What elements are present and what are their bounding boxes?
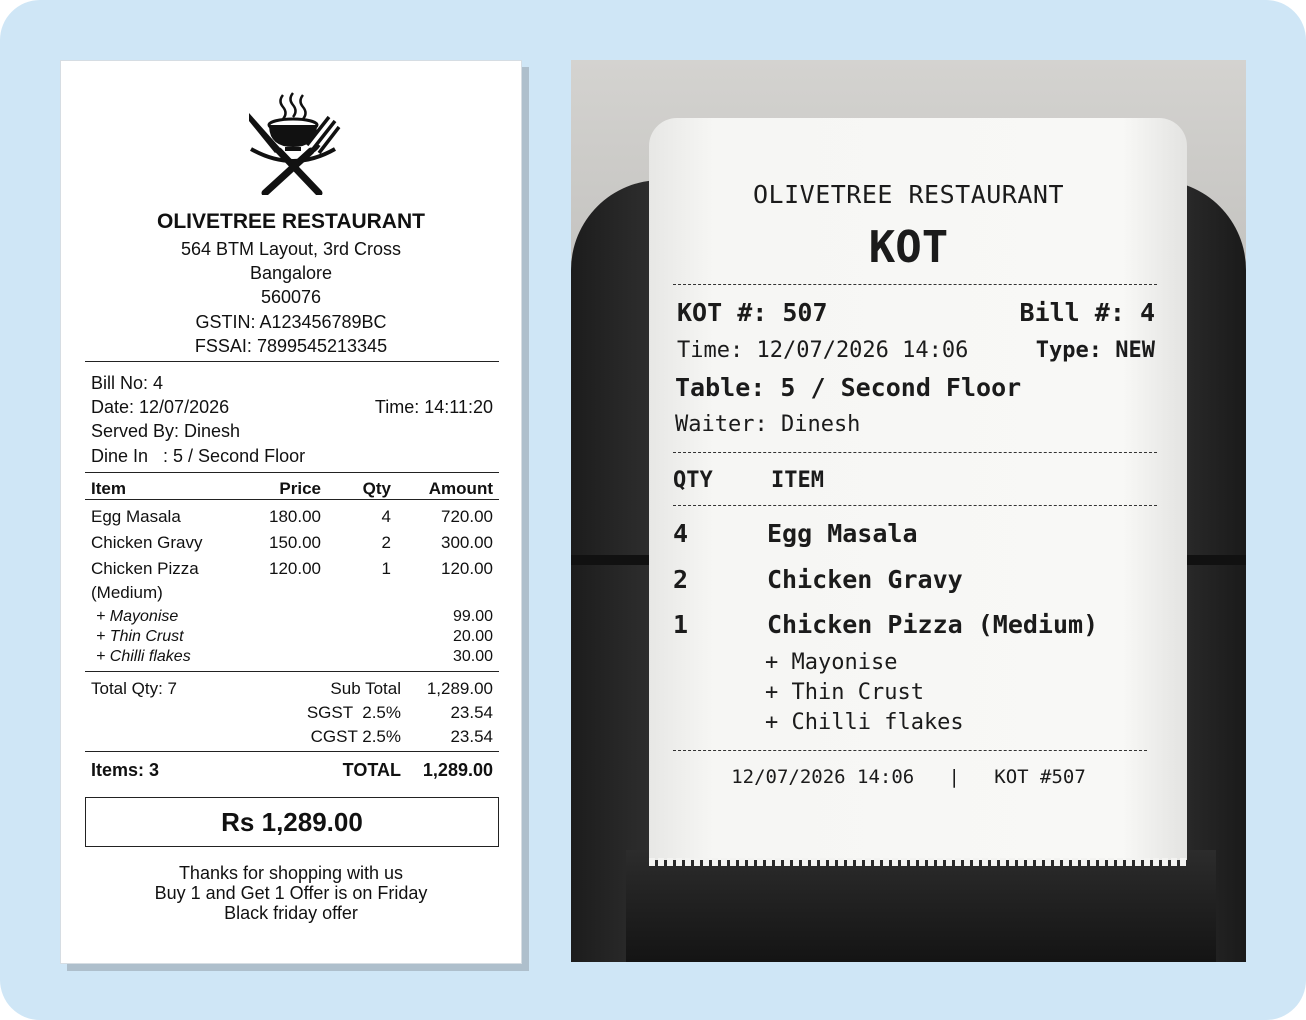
divider xyxy=(85,361,499,362)
item-price: 180.00 xyxy=(269,507,321,526)
bill-fssai: FSSAI: 7899545213345 xyxy=(194,336,388,356)
addon-amount: 30.00 xyxy=(452,648,493,665)
total-value: 1,289.00 xyxy=(422,760,493,780)
kot-item-name: Chicken Pizza (Medium) xyxy=(767,610,1099,639)
addon-amount: 20.00 xyxy=(452,628,493,645)
total-label: TOTAL xyxy=(342,760,401,780)
addon-name: + Chilli flakes xyxy=(96,648,191,665)
total-qty: Total Qty: 7 xyxy=(91,679,177,698)
bill-address: 564 BTM Layout, 3rd Cross xyxy=(180,239,402,259)
dashed-divider xyxy=(673,750,1147,751)
kot-item-qty: 1 xyxy=(673,610,689,639)
footer-line: Thanks for shopping with us xyxy=(178,863,404,883)
divider xyxy=(85,751,499,752)
kot-item-name: Chicken Gravy xyxy=(767,565,963,594)
items-count: Items: 3 xyxy=(91,760,160,780)
kot-time: Time: 12/07/2026 14:06 xyxy=(677,338,969,363)
kot-type: Type: NEW xyxy=(1035,338,1155,363)
sgst-label: SGST 2.5% xyxy=(306,703,401,722)
item-price: 150.00 xyxy=(269,533,321,552)
restaurant-logo-icon xyxy=(245,91,341,195)
bill-pincode: 560076 xyxy=(260,287,322,307)
bill-date: Date: 12/07/2026 xyxy=(91,397,230,417)
kot-column-qty: QTY xyxy=(673,468,713,493)
bill-restaurant-name: OLIVETREE RESTAURANT xyxy=(157,210,425,233)
bill-gstin: GSTIN: A123456789BC xyxy=(195,312,387,332)
divider xyxy=(85,671,499,672)
subtotal-label: Sub Total xyxy=(330,679,401,698)
divider xyxy=(85,472,499,473)
dashed-divider xyxy=(673,284,1157,285)
kot-number: KOT #: 507 xyxy=(677,298,828,327)
sgst-value: 23.54 xyxy=(450,703,493,722)
item-amount: 720.00 xyxy=(441,507,493,526)
divider xyxy=(85,499,499,500)
bill-number: Bill No: 4 xyxy=(91,373,164,393)
kot-printer-photo xyxy=(571,60,1246,962)
column-amount: Amount xyxy=(428,479,493,498)
bill-city: Bangalore xyxy=(249,263,333,283)
cgst-label: CGST 2.5% xyxy=(310,727,401,746)
kot-column-item: ITEM xyxy=(771,468,824,493)
column-item: Item xyxy=(91,479,126,498)
bill-time: Time: 14:11:20 xyxy=(374,397,493,417)
kot-item-qty: 2 xyxy=(673,565,689,594)
footer-line: Black friday offer xyxy=(224,903,358,923)
item-name: Chicken Gravy xyxy=(91,533,203,552)
item-name-variant: (Medium) xyxy=(91,583,163,602)
kot-bill-number: Bill #: 4 xyxy=(1019,298,1155,327)
kot-restaurant-name: OLIVETREE RESTAURANT xyxy=(752,180,1065,209)
dashed-divider xyxy=(673,505,1157,506)
footer-line: Buy 1 and Get 1 Offer is on Friday xyxy=(154,883,428,903)
item-price: 120.00 xyxy=(269,559,321,578)
subtotal-value: 1,289.00 xyxy=(426,679,493,698)
dashed-divider xyxy=(673,452,1157,453)
kot-footer: 12/07/2026 14:06 | KOT #507 xyxy=(731,766,1086,788)
kot-heading: KOT xyxy=(868,222,949,273)
item-qty: 4 xyxy=(381,507,391,526)
bill-receipt xyxy=(60,60,522,964)
item-amount: 120.00 xyxy=(441,559,493,578)
addon-amount: 99.00 xyxy=(452,608,493,625)
item-name: Chicken Pizza xyxy=(91,559,199,578)
bill-served-by: Served By: Dinesh xyxy=(91,421,241,441)
bill-dine-in: Dine In : 5 / Second Floor xyxy=(91,446,306,466)
grand-total-box: Rs 1,289.00 xyxy=(85,797,499,847)
item-qty: 1 xyxy=(381,559,391,578)
item-amount: 300.00 xyxy=(441,533,493,552)
kot-addon: + Thin Crust xyxy=(765,680,924,705)
kot-table: Table: 5 / Second Floor xyxy=(675,373,1022,402)
column-price: Price xyxy=(279,479,321,498)
item-name: Egg Masala xyxy=(91,507,181,526)
item-qty: 2 xyxy=(381,533,391,552)
addon-name: + Mayonise xyxy=(96,608,179,625)
addon-name: + Thin Crust xyxy=(96,628,184,645)
cgst-value: 23.54 xyxy=(450,727,493,746)
printer-front xyxy=(626,850,1216,962)
kot-addon: + Mayonise xyxy=(765,650,898,675)
column-qty: Qty xyxy=(362,479,391,498)
kot-item-name: Egg Masala xyxy=(767,519,918,548)
kot-item-qty: 4 xyxy=(673,519,689,548)
kot-waiter: Waiter: Dinesh xyxy=(675,412,861,437)
kot-addon: + Chilli flakes xyxy=(765,710,964,735)
